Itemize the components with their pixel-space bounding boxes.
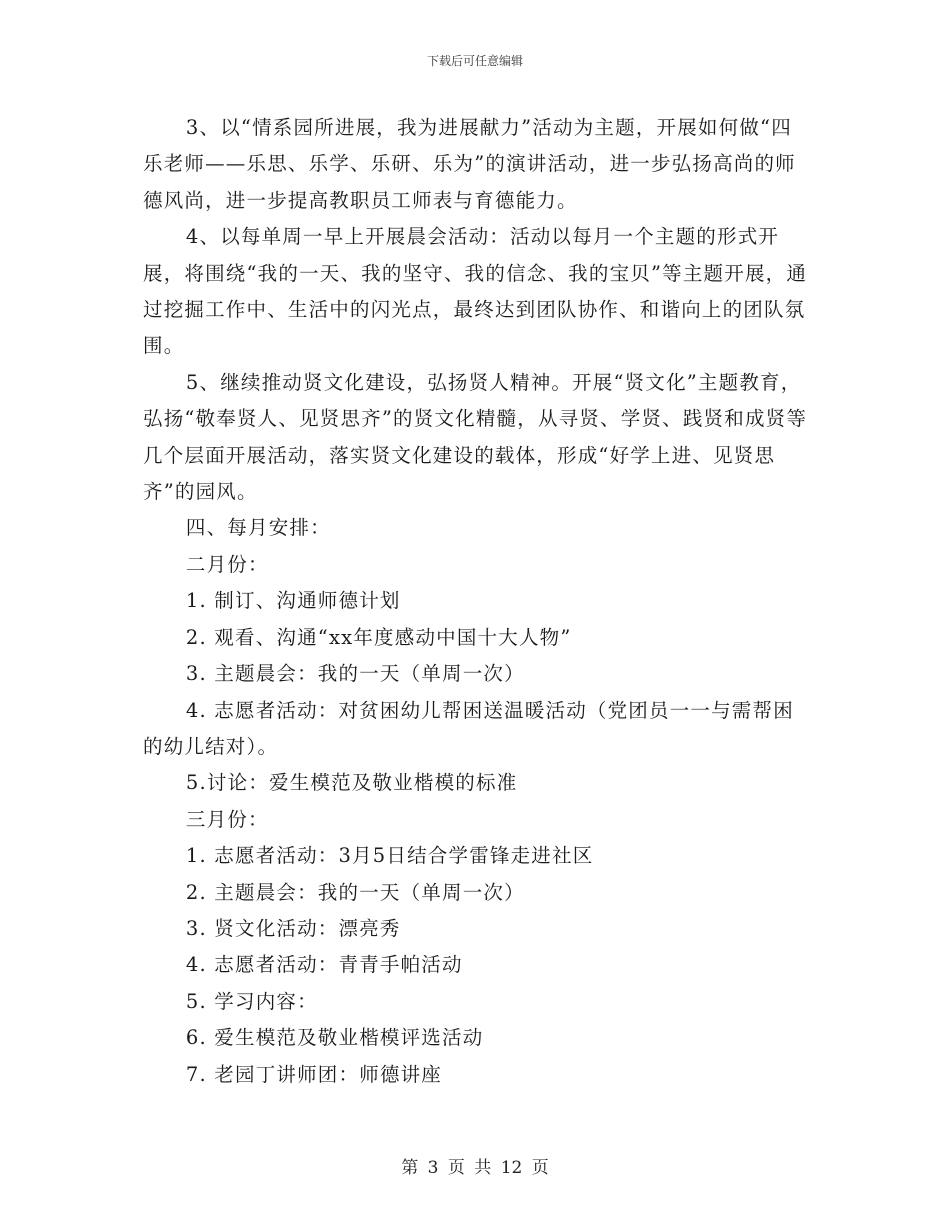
list-item: 4. 志愿者活动：对贫困幼儿帮困送温暖活动（党团员一一与需帮困的幼儿结对）。: [143, 698, 794, 758]
list-item: 2. 观看、沟通“xx年度感动中国十大人物”: [185, 625, 572, 649]
list-item: 5.讨论：爱生模范及敬业楷模的标准: [185, 771, 518, 795]
list-item: 2. 主题晨会：我的一天（单周一次）: [185, 880, 525, 904]
list-item: 3. 贤文化活动：漂亮秀: [185, 916, 401, 940]
list-item: 1. 制订、沟通师德计划: [185, 589, 401, 613]
paragraph-item-4: 4、以每单周一早上开展晨会活动：活动以每月一个主题的形式开展，将围绕“我的一天、我的坚守、我的信念、我的宝贝”等主题开展，通过挖掘工作中、生活中的闪光点，最终达到团队协作、和谐向上的团队氛围。: [143, 225, 808, 358]
list-item: 1. 志愿者活动：3月5日结合学雷锋走进社区: [185, 844, 594, 868]
month-heading-february: 二月份：: [185, 552, 269, 576]
section-heading-monthly-plan: 四、每月安排：: [185, 516, 331, 540]
list-item: 3. 主题晨会：我的一天（单周一次）: [185, 662, 525, 686]
list-item: 7. 老园丁讲师团：师德讲座: [185, 1062, 442, 1086]
document-body: [143, 110, 808, 1093]
page-number-footer: 第 3 页 共 12 页: [401, 1158, 549, 1178]
paragraph-item-3: 3、以“情系园所进展，我为进展献力”活动为主题，开展如何做“四乐老师——乐思、乐学、乐研、乐为”的演讲活动，进一步弘扬高尚的师德风尚，进一步提高教职员工师表与育德能力。: [143, 116, 796, 212]
paragraph-item-5: 5、继续推动贤文化建设，弘扬贤人精神。开展“贤文化”主题教育，弘扬“敬奉贤人、见贤思齐”的贤文化精髓，从寻贤、学贤、践贤和成贤等几个层面开展活动，落实贤文化建设的载体，形成“好学上进、见贤思齐”的园风。: [143, 370, 808, 504]
page-header: 下载后可任意编辑: [426, 54, 523, 68]
list-item: 6. 爱生模范及敬业楷模评选活动: [185, 1026, 484, 1050]
list-item: 4. 志愿者活动：青青手帕活动: [185, 953, 463, 977]
list-item: 5. 学习内容：: [185, 989, 318, 1013]
month-heading-march: 三月份：: [185, 807, 269, 831]
